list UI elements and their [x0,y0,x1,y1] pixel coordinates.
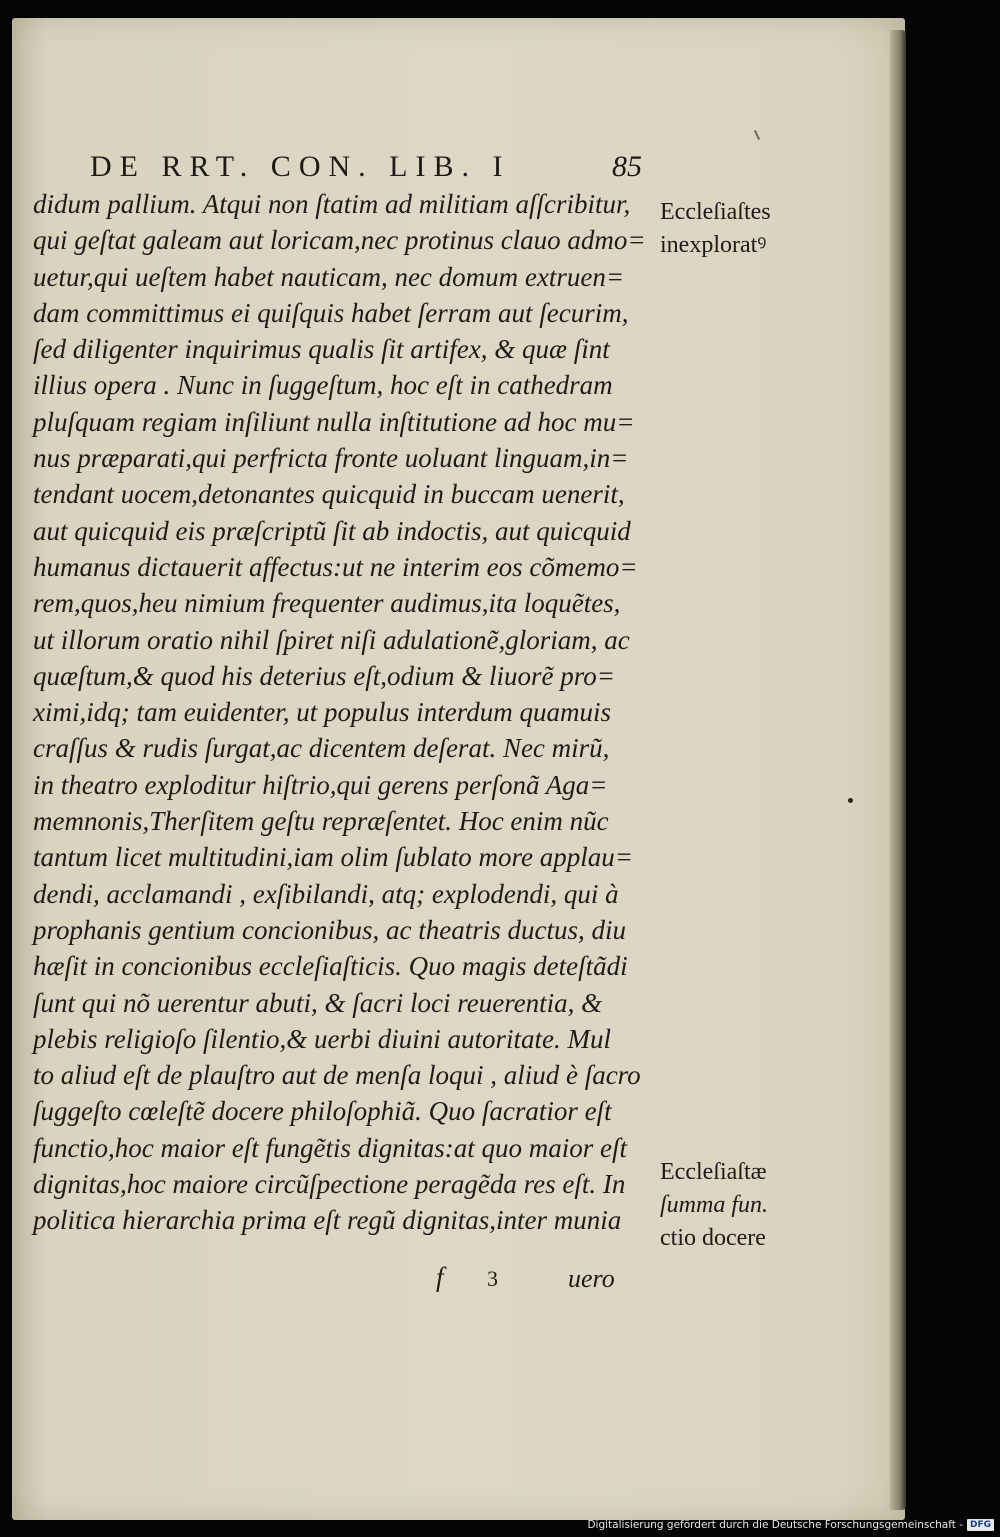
ink-dot [848,798,853,803]
text-line: illius opera . Nunc in ſuggeſtum, hoc eſt in cathedram [33,370,613,401]
text-line: prophanis gentium concionibus, ac theatris ductus, diu [33,914,626,945]
text-line: hæſit in concionibus eccleſiaſticis. Quo magis deteſtãdi [33,951,628,982]
text-line: ut illorum oratio nihil ſpiret niſi adulationẽ,gloriam, ac [33,624,630,655]
margin-note-line: Eccleſiaſtæ [660,1159,767,1185]
catchword: uero [568,1264,615,1293]
text-line: dendi, acclamandi , exſibilandi, atq; explodendi, qui à [33,878,619,909]
text-line: didum pallium. Atqui non ſtatim ad militiam aſſcribitur, [33,189,631,219]
paper-mark [754,130,760,140]
text-line: plebis religioſo ſilentio,& uerbi diuini autoritate. Mul [33,1023,611,1054]
text-line: to aliud eſt de plauſtro aut de menſa loqui , aliud è ſacro [33,1060,641,1091]
text-line: ſed diligenter inquirimus qualis ſit artifex, & quæ ſint [33,334,610,365]
text-line: tantum licet multitudini,iam olim ſublato more applau= [33,842,633,873]
margin-note-line: Eccleſiaſtes [660,199,771,225]
margin-note [660,1156,768,1255]
text-line: dignitas,hoc maiore circũſpectione peragẽda res eſt. In [33,1169,626,1200]
text-line: politica hierarchia prima eſt regũ dignitas,inter munia [33,1205,622,1236]
margin-note-line: inexploratꝰ [660,232,767,258]
text-line: dam committimus ei quiſquis habet ſerram aut ſecurim, [33,297,629,328]
text-line: functio,hoc maior eſt fungẽtis dignitas:at quo maior eſt [33,1132,627,1163]
funding-credit [587,1517,994,1533]
text-line: rem,quos,heu nimium frequenter audimus,ita loquẽtes, [33,588,621,619]
text-line: pluſquam regiam inſiliunt nulla inſtitutione ad hoc mu= [33,406,635,437]
text-line: tendant uocem,detonantes quicquid in buccam uenerit, [33,479,625,510]
running-title: DE RRT. CON. LIB. I [90,150,511,183]
credit-text: Digitalisierung gefördert durch die Deutsche Forschungsgemeinschaft - [587,1519,963,1531]
body-text [33,186,653,1239]
signature-number: 3 [487,1266,498,1291]
text-line: aut quicquid eis præſcriptũ ſit ab indoctis, aut quicquid [33,515,631,546]
folio-number: 85 [612,150,642,183]
text-line: ſunt qui nõ uerentur abuti, & ſacri loci reuerentia, & [33,987,603,1018]
text-line: nus præparati,qui perfricta fronte uoluant linguam,in= [33,443,629,474]
text-line: ximi,idq; tam euidenter, ut populus interdum quamuis [33,697,611,728]
text-line: uetur,qui ueſtem habet nauticam, nec domum extruen= [33,261,625,292]
text-line: quæſtum,& quod his deterius eſt,odium & liuorẽ pro= [33,660,615,691]
margin-note-line: ſumma fun. [660,1192,768,1218]
text-line: memnonis,Therſitem geſtu repræſentet. Hoc enim nũc [33,806,609,837]
page-edge [890,30,906,1510]
text-line: qui geſtat galeam aut loricam,nec protinus clauo admo= [33,225,646,256]
text-line: in theatro exploditur hiſtrio,qui gerens perſonã Aga= [33,769,608,800]
dfg-logo-icon: DFG [967,1519,994,1531]
text-line: humanus dictauerit affectus:ut ne interim eos cõmemo= [33,551,638,582]
signature-mark: f [436,1262,444,1292]
margin-note [660,196,771,262]
text-line: ſuggeſto cœleſtẽ docere philoſophiã. Quo ſacratior eſt [33,1096,612,1127]
text-line: craſſus & rudis ſurgat,ac dicentem deſerat. Nec mirũ, [33,733,610,764]
margin-note-line: ctio docere [660,1225,766,1251]
